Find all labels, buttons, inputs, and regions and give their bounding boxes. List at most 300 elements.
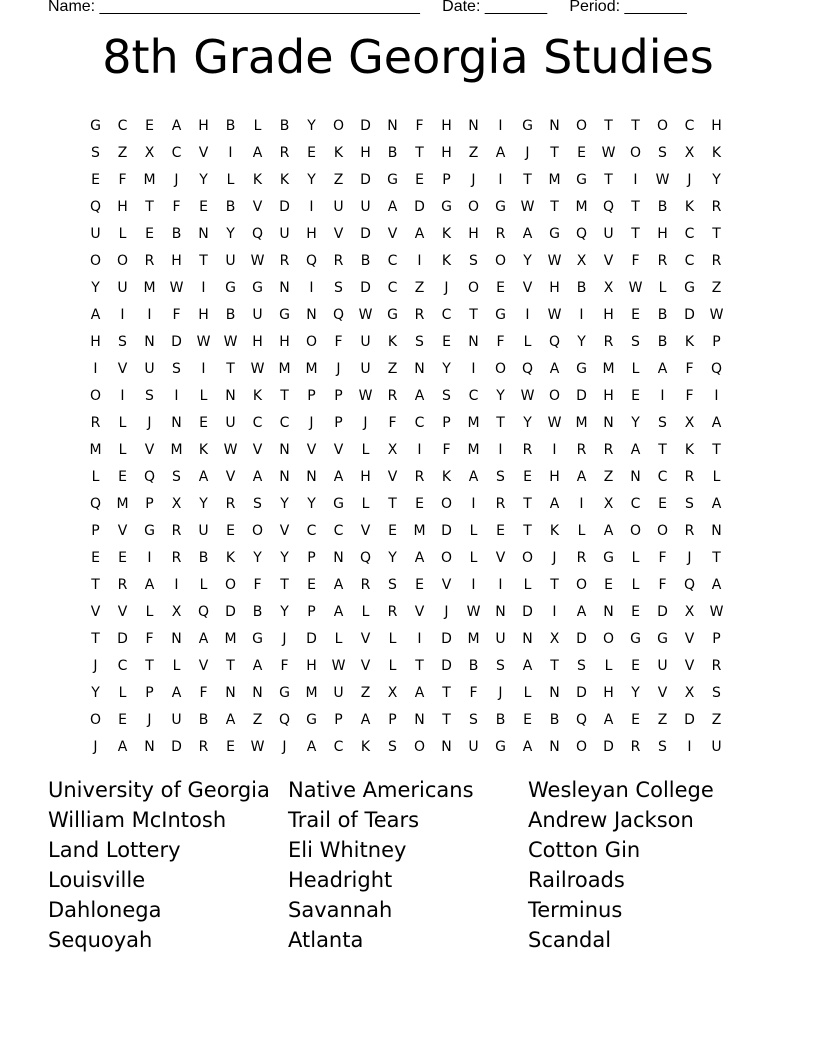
grid-letter: T — [442, 684, 451, 701]
grid-letter: U — [603, 225, 614, 242]
grid-letter: V — [360, 657, 371, 674]
grid-letter: J — [147, 711, 152, 728]
grid-letter: O — [467, 198, 480, 215]
grid-letter: K — [387, 333, 398, 350]
grid-letter: J — [93, 657, 98, 674]
grid-letter: J — [336, 360, 341, 377]
grid-letter: P — [145, 684, 154, 701]
grid-letter: L — [712, 468, 721, 485]
grid-letter: N — [522, 630, 533, 647]
grid-letter: U — [333, 684, 344, 701]
grid-letter: A — [171, 117, 182, 134]
grid-letter: L — [199, 387, 208, 404]
grid-letter: C — [684, 225, 695, 242]
grid-letter: T — [604, 171, 613, 188]
grid-letter: T — [604, 117, 613, 134]
grid-letter: S — [496, 657, 505, 674]
grid-letter: Y — [307, 171, 316, 188]
grid-letter: T — [712, 441, 721, 458]
grid-letter: F — [172, 306, 181, 323]
grid-letter: A — [117, 738, 128, 755]
grid-letter: R — [576, 549, 587, 566]
grid-letter: E — [226, 738, 235, 755]
grid-letter: C — [252, 414, 263, 431]
grid-letter: X — [171, 495, 182, 512]
grid-letter: O — [548, 387, 561, 404]
grid-letter: N — [279, 279, 290, 296]
grid-letter: W — [547, 414, 562, 431]
grid-letter: V — [117, 360, 128, 377]
grid-letter: V — [90, 603, 101, 620]
grid-letter: H — [171, 252, 182, 269]
grid-letter: E — [496, 279, 505, 296]
grid-letter: N — [603, 603, 614, 620]
grid-letter: R — [711, 657, 722, 674]
grid-letter: A — [414, 549, 425, 566]
grid-letter: U — [90, 225, 101, 242]
grid-letter: V — [495, 549, 506, 566]
grid-letter: R — [684, 522, 695, 539]
grid-letter: A — [711, 414, 722, 431]
grid-letter: Q — [683, 576, 696, 593]
grid-letter: Q — [278, 711, 291, 728]
grid-letter: O — [656, 522, 669, 539]
grid-letter: Z — [360, 684, 371, 701]
grid-letter: J — [687, 549, 692, 566]
grid-letter: S — [415, 333, 424, 350]
grid-letter: T — [550, 657, 559, 674]
grid-letter: G — [603, 549, 614, 566]
grid-letter: W — [547, 306, 562, 323]
grid-letter: K — [711, 144, 722, 161]
grid-letter: C — [387, 279, 398, 296]
grid-letter: A — [198, 630, 209, 647]
grid-letter: E — [307, 576, 316, 593]
grid-letter: M — [143, 279, 156, 296]
grid-letter: E — [631, 387, 640, 404]
grid-letter: Y — [523, 252, 532, 269]
grid-letter: D — [225, 603, 236, 620]
grid-letter: I — [174, 387, 179, 404]
grid-letter: T — [442, 711, 451, 728]
grid-letter: V — [306, 441, 317, 458]
grid-letter: Z — [711, 279, 722, 296]
grid-letter: X — [387, 441, 398, 458]
grid-letter: N — [549, 738, 560, 755]
grid-letter: A — [387, 198, 398, 215]
grid-letter: K — [684, 441, 695, 458]
grid-letter: Q — [251, 225, 264, 242]
grid-letter: D — [657, 603, 668, 620]
word-list-item: Louisville — [48, 868, 146, 892]
grid-letter: T — [523, 171, 532, 188]
grid-letter: X — [387, 684, 398, 701]
grid-letter: R — [360, 576, 371, 593]
grid-letter: P — [334, 387, 343, 404]
grid-letter: I — [498, 576, 503, 593]
grid-letter: Q — [575, 225, 588, 242]
grid-letter: F — [280, 657, 289, 674]
grid-letter: A — [711, 576, 722, 593]
grid-letter: O — [413, 738, 426, 755]
grid-letter: I — [120, 306, 125, 323]
grid-letter: O — [602, 630, 615, 647]
grid-letter: X — [144, 144, 155, 161]
grid-letter: S — [145, 387, 154, 404]
grid-letter: V — [684, 630, 695, 647]
grid-letter: V — [441, 576, 452, 593]
grid-letter: Y — [280, 495, 289, 512]
grid-letter: E — [199, 414, 208, 431]
grid-letter: C — [684, 252, 695, 269]
grid-letter: A — [225, 711, 236, 728]
grid-letter: E — [145, 117, 154, 134]
grid-letter: M — [602, 360, 615, 377]
grid-letter: T — [280, 576, 289, 593]
grid-letter: N — [279, 468, 290, 485]
grid-letter: G — [495, 738, 506, 755]
grid-letter: K — [333, 144, 344, 161]
grid-letter: C — [306, 522, 317, 539]
grid-letter: Z — [657, 711, 668, 728]
grid-letter: O — [89, 387, 102, 404]
grid-letter: L — [118, 684, 127, 701]
grid-letter: L — [604, 657, 613, 674]
grid-letter: E — [577, 144, 586, 161]
grid-letter: R — [522, 441, 533, 458]
grid-letter: V — [522, 279, 533, 296]
grid-letter: E — [91, 549, 100, 566]
grid-letter: W — [466, 603, 481, 620]
grid-letter: O — [521, 549, 534, 566]
grid-letter: J — [444, 279, 449, 296]
grid-letter: V — [414, 603, 425, 620]
grid-letter: D — [576, 684, 587, 701]
grid-letter: U — [252, 306, 263, 323]
grid-letter: F — [631, 252, 640, 269]
grid-letter: A — [576, 603, 587, 620]
grid-letter: F — [334, 333, 343, 350]
name-date-period-line: Name: ____________________________________ Date: _______ Period: _______ — [48, 0, 687, 15]
grid-letter: N — [603, 414, 614, 431]
grid-letter: G — [225, 279, 236, 296]
grid-letter: I — [714, 387, 719, 404]
grid-letter: V — [198, 144, 209, 161]
grid-letter: V — [684, 657, 695, 674]
grid-letter: P — [334, 414, 343, 431]
grid-letter: A — [603, 522, 614, 539]
grid-letter: P — [307, 603, 316, 620]
word-list-item: University of Georgia — [48, 778, 270, 802]
grid-letter: H — [360, 144, 371, 161]
grid-letter: C — [657, 468, 668, 485]
grid-letter: K — [252, 171, 263, 188]
grid-letter: C — [333, 522, 344, 539]
word-list-item: Railroads — [528, 868, 625, 892]
grid-letter: X — [603, 279, 614, 296]
grid-letter: E — [307, 144, 316, 161]
grid-letter: E — [415, 495, 424, 512]
grid-letter: T — [415, 144, 424, 161]
grid-letter: S — [172, 360, 181, 377]
grid-letter: W — [223, 333, 238, 350]
grid-letter: Y — [253, 549, 262, 566]
grid-letter: W — [196, 333, 211, 350]
grid-letter: L — [361, 495, 370, 512]
grid-letter: G — [522, 117, 533, 134]
grid-letter: V — [279, 522, 290, 539]
grid-letter: I — [579, 306, 584, 323]
grid-letter: L — [118, 225, 127, 242]
grid-letter: Q — [548, 333, 561, 350]
grid-letter: N — [468, 117, 479, 134]
grid-letter: P — [442, 414, 451, 431]
grid-letter: N — [306, 468, 317, 485]
grid-letter: P — [442, 171, 451, 188]
grid-letter: N — [495, 603, 506, 620]
grid-letter: I — [147, 549, 152, 566]
grid-letter: B — [279, 117, 290, 134]
grid-letter: S — [658, 414, 667, 431]
grid-letter: I — [498, 441, 503, 458]
grid-letter: F — [172, 198, 181, 215]
grid-letter: G — [549, 225, 560, 242]
grid-letter: F — [658, 549, 667, 566]
grid-letter: L — [469, 522, 478, 539]
grid-letter: Q — [305, 252, 318, 269]
grid-letter: O — [224, 576, 237, 593]
grid-letter: L — [226, 171, 235, 188]
grid-letter: A — [360, 711, 371, 728]
grid-letter: T — [496, 414, 505, 431]
grid-letter: Q — [710, 360, 723, 377]
grid-letter: M — [305, 360, 318, 377]
grid-letter: E — [631, 657, 640, 674]
grid-letter: T — [523, 495, 532, 512]
grid-letter: S — [631, 333, 640, 350]
grid-letter: G — [387, 306, 398, 323]
grid-letter: M — [224, 630, 237, 647]
grid-letter: L — [145, 603, 154, 620]
grid-letter: Y — [442, 360, 451, 377]
grid-letter: C — [117, 657, 128, 674]
grid-letter: L — [523, 684, 532, 701]
grid-letter: B — [495, 711, 506, 728]
grid-letter: Y — [523, 414, 532, 431]
grid-letter: B — [360, 252, 371, 269]
grid-letter: H — [603, 387, 614, 404]
grid-letter: N — [549, 117, 560, 134]
grid-letter: X — [684, 144, 695, 161]
grid-letter: I — [93, 360, 98, 377]
grid-letter: A — [657, 360, 668, 377]
grid-letter: R — [603, 333, 614, 350]
grid-letter: R — [117, 576, 128, 593]
grid-letter: F — [496, 333, 505, 350]
grid-letter: P — [388, 711, 397, 728]
grid-letter: J — [498, 684, 503, 701]
grid-letter: L — [631, 360, 640, 377]
word-list-item: Andrew Jackson — [528, 808, 694, 832]
grid-letter: D — [576, 387, 587, 404]
grid-letter: S — [442, 387, 451, 404]
grid-letter: I — [687, 738, 692, 755]
grid-letter: R — [144, 252, 155, 269]
grid-letter: N — [171, 630, 182, 647]
grid-letter: W — [169, 279, 184, 296]
grid-letter: A — [252, 468, 263, 485]
grid-letter: T — [226, 657, 235, 674]
grid-letter: T — [469, 306, 478, 323]
grid-letter: M — [467, 630, 480, 647]
grid-letter: B — [468, 657, 479, 674]
grid-letter: H — [549, 468, 560, 485]
grid-letter: W — [223, 441, 238, 458]
grid-letter: C — [684, 117, 695, 134]
grid-letter: H — [603, 684, 614, 701]
grid-letter: O — [440, 549, 453, 566]
grid-letter: A — [522, 657, 533, 674]
word-list-item: Native Americans — [288, 778, 474, 802]
grid-letter: Q — [575, 711, 588, 728]
grid-letter: R — [198, 738, 209, 755]
grid-letter: U — [225, 414, 236, 431]
grid-letter: V — [225, 468, 236, 485]
grid-letter: E — [496, 522, 505, 539]
grid-letter: U — [225, 252, 236, 269]
grid-letter: N — [144, 333, 155, 350]
grid-letter: V — [360, 522, 371, 539]
grid-letter: B — [387, 144, 398, 161]
grid-letter: O — [116, 252, 129, 269]
grid-letter: W — [250, 738, 265, 755]
grid-letter: L — [118, 441, 127, 458]
grid-letter: M — [89, 441, 102, 458]
grid-letter: X — [171, 603, 182, 620]
grid-letter: K — [252, 387, 263, 404]
grid-letter: J — [282, 630, 287, 647]
grid-letter: N — [144, 738, 155, 755]
grid-letter: A — [333, 576, 344, 593]
grid-letter: L — [631, 576, 640, 593]
grid-letter: S — [469, 252, 478, 269]
grid-letter: I — [498, 117, 503, 134]
grid-letter: W — [628, 279, 643, 296]
grid-letter: G — [495, 306, 506, 323]
word-list-item: Savannah — [288, 898, 393, 922]
grid-letter: E — [631, 306, 640, 323]
grid-letter: L — [658, 279, 667, 296]
grid-letter: Y — [91, 279, 100, 296]
grid-letter: J — [444, 603, 449, 620]
word-list-item: Trail of Tears — [288, 808, 420, 832]
grid-letter: F — [253, 576, 262, 593]
grid-letter: P — [307, 387, 316, 404]
grid-letter: W — [358, 387, 373, 404]
grid-letter: I — [174, 576, 179, 593]
grid-letter: J — [282, 738, 287, 755]
grid-letter: Y — [199, 171, 208, 188]
grid-letter: X — [684, 414, 695, 431]
grid-letter: X — [549, 630, 560, 647]
grid-letter: P — [334, 711, 343, 728]
grid-letter: B — [549, 711, 560, 728]
grid-letter: R — [414, 468, 425, 485]
grid-letter: W — [331, 657, 346, 674]
grid-letter: R — [657, 252, 668, 269]
grid-letter: Z — [468, 144, 479, 161]
grid-letter: T — [631, 198, 640, 215]
grid-letter: L — [469, 549, 478, 566]
grid-letter: H — [549, 279, 560, 296]
grid-letter: Z — [711, 711, 722, 728]
grid-letter: U — [333, 198, 344, 215]
grid-letter: E — [118, 549, 127, 566]
grid-letter: G — [684, 279, 695, 296]
grid-letter: L — [334, 630, 343, 647]
grid-letter: J — [363, 414, 368, 431]
grid-letter: E — [631, 603, 640, 620]
grid-letter: N — [549, 684, 560, 701]
grid-letter: U — [657, 657, 668, 674]
grid-letter: V — [333, 225, 344, 242]
grid-letter: M — [143, 171, 156, 188]
word-search-grid — [82, 112, 730, 760]
grid-letter: A — [144, 576, 155, 593]
grid-letter: A — [603, 711, 614, 728]
grid-letter: B — [225, 198, 236, 215]
grid-letter: N — [225, 387, 236, 404]
word-list — [48, 778, 768, 958]
grid-letter: F — [145, 630, 154, 647]
grid-letter: U — [279, 225, 290, 242]
grid-letter: E — [442, 333, 451, 350]
grid-letter: F — [658, 576, 667, 593]
grid-letter: D — [576, 630, 587, 647]
grid-letter: A — [306, 738, 317, 755]
grid-letter: Y — [496, 387, 505, 404]
grid-letter: I — [471, 495, 476, 512]
grid-letter: S — [334, 279, 343, 296]
grid-letter: V — [198, 657, 209, 674]
grid-letter: N — [387, 117, 398, 134]
word-list-item: Terminus — [528, 898, 623, 922]
grid-letter: F — [685, 360, 694, 377]
grid-letter: N — [252, 684, 263, 701]
grid-letter: D — [360, 117, 371, 134]
grid-letter: T — [91, 630, 100, 647]
grid-letter: K — [441, 252, 452, 269]
grid-letter: K — [360, 738, 371, 755]
grid-letter: T — [712, 549, 721, 566]
grid-letter: R — [90, 414, 101, 431]
grid-letter: W — [358, 306, 373, 323]
grid-letter: Y — [388, 549, 397, 566]
grid-letter: P — [712, 333, 721, 350]
grid-letter: R — [171, 522, 182, 539]
grid-letter: A — [549, 360, 560, 377]
grid-letter: L — [523, 576, 532, 593]
grid-letter: C — [468, 387, 479, 404]
grid-letter: W — [655, 171, 670, 188]
grid-letter: T — [523, 522, 532, 539]
grid-letter: A — [252, 144, 263, 161]
grid-letter: E — [415, 171, 424, 188]
word-list-item: Eli Whitney — [288, 838, 407, 862]
grid-letter: Q — [521, 360, 534, 377]
grid-letter: I — [417, 252, 422, 269]
grid-letter: Y — [226, 225, 235, 242]
